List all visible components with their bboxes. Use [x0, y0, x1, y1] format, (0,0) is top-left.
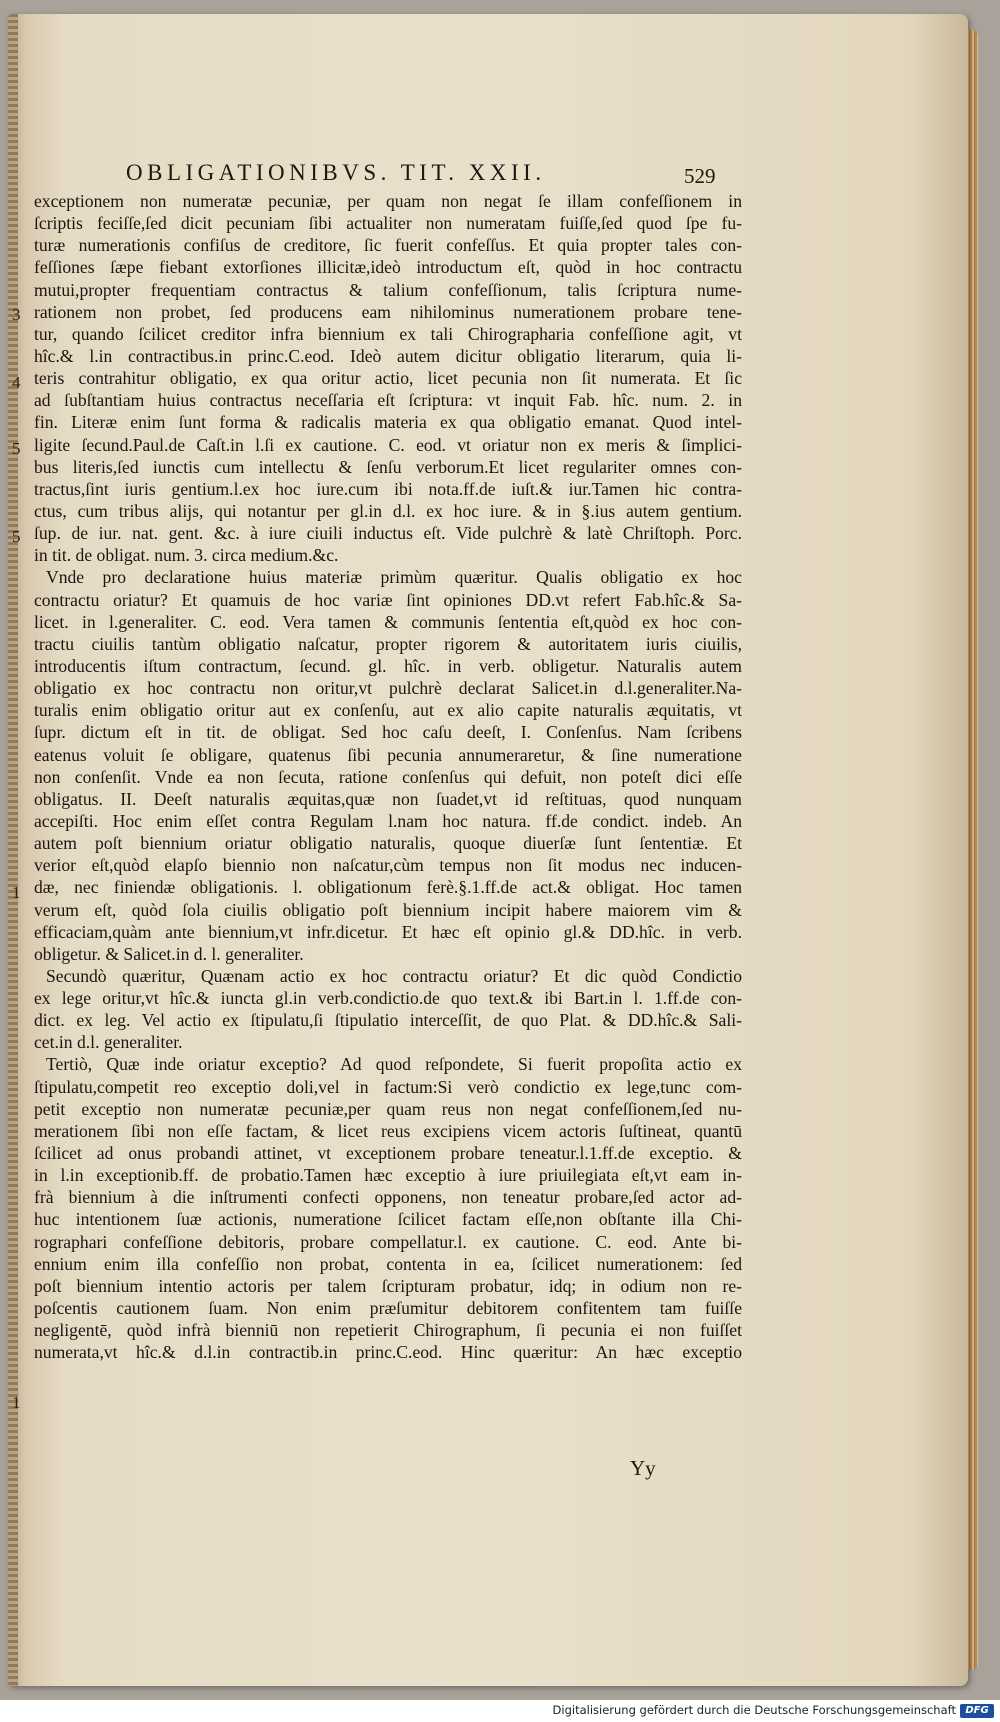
- text-line: rationem non probet, ſed producens eam nihilominus numerationem probare tene-: [34, 301, 742, 322]
- text-line: fin. Literæ enim ſunt forma & radicalis materia ex qua obligatio emanat. Quod intel-: [34, 412, 742, 433]
- text-line: exceptionem non numeratæ pecuniæ, per quam non negat ſe illam confeſſionem in: [34, 191, 742, 211]
- text-line: efficaciam,quàm ante biennium,vt infr.dicetur. Et hæc eſt opinio gl.& DD.hîc. in verb.: [34, 921, 742, 942]
- text-line: verior eſt,quòd elapſo biennio non naſcatur,cùm tempus non ſit modus nec inducen-: [34, 855, 742, 876]
- text-line: ennium enim illa confeſſio non probat, contenta in ea, ſcilicet numerationem: ſed: [34, 1253, 742, 1274]
- text-line: petit exceptio non numeratæ pecuniæ,per quam reus non negat confeſſionem,ſed nu-: [34, 1098, 742, 1119]
- margin-number: 3: [12, 305, 21, 324]
- text-line: tractus,ſint iuris gentium.l.ex hoc iure.cum ibi nota.ff.de iuſt.& iur.Tamen hic contra-: [34, 478, 742, 499]
- text-line: ſupr. dictum eſt in tit. de obligat. Sed hoc caſu deeſt, I. Conſenſus. Nam ſcribens: [34, 722, 742, 743]
- text-line: huc intentionem ſuæ actionis, numeratione ſcilicet factam eſſe,non obſtante illa Chi-: [34, 1209, 742, 1230]
- text-line: ſup. de iur. nat. gent. &c. à iure ciuili inductus eſt. Vide pulchrè & latè Chriſtoph. Porc.: [34, 523, 742, 544]
- text-line: introducentis iſtum contractum, ſecund. gl. hîc. in verb. obligetur. Naturalis autem: [34, 655, 742, 676]
- text-line: ſtipulatu,competit reo exceptio doli,vel in factum:Si verò condictio ex lege,tunc com-: [34, 1076, 742, 1097]
- text-line: rographari confeſſione debitoris, probare compellatur.l. ex cautione. C. eod. Ante bi-: [34, 1231, 742, 1252]
- text-line: eatenus voluit ſe obligare, quatenus ſibi pecunia annumeraretur, & ſine numeratione: [34, 744, 742, 765]
- text-line: poſcentis cautionem ſuam. Non enim præſumitur debitorem confitentem tam fuiſſe: [34, 1298, 742, 1319]
- text-line: teris contrahitur obligatio, ex qua oritur actio, licet pecunia non ſit numerata. Et ſic: [34, 368, 742, 389]
- signature-mark: Yy: [630, 1456, 656, 1480]
- running-head: OBLIGATIONIBVS. TIT. XXII.: [126, 160, 546, 185]
- text-line: tractu ciuilis tantùm obligatio naſcatur, propter rigorem & autoritatem iuris ciuilis,: [34, 633, 742, 654]
- book-page: [8, 14, 968, 1686]
- text-line: ctus, cum tribus alijs, qui notantur per gl.in d.l. ex hoc iure. & in §.ius autem gentium.: [34, 500, 742, 521]
- text-line: accepiſti. Hoc enim eſſet contra Regulam l.nam hoc natura. ff.de condict. indeb. An: [34, 810, 742, 831]
- text-line: contractu oriatur? Et quamuis de hoc variæ ſint opiniones DD.vt refert Fab.hîc.& Sa-: [34, 589, 742, 610]
- margin-number: 1: [12, 883, 21, 902]
- text-line: dæ, nec finiendæ obligationis. l. obligationum ferè.§.1.ff.de act.& obligat. Hoc tamen: [34, 877, 742, 898]
- body-text: [34, 190, 742, 1363]
- text-line: in tit. de obligat. num. 3. circa medium.&c.: [34, 545, 339, 566]
- text-line: feſſiones ſæpe fiebant extorſiones illicitæ,ideò introductum eſt, quòd in hoc contractu: [34, 257, 742, 278]
- dfg-logo: DFG: [960, 1704, 994, 1718]
- text-line: obligatus. II. Deeſt naturalis æquitas,quæ non ſuadet,vt id reſtituas, quod nunquam: [34, 788, 742, 809]
- text-line: numerata,vt hîc.& d.l.in contractib.in princ.C.eod. Hinc quæritur: An hæc exceptio: [34, 1342, 742, 1363]
- text-line: verum eſt, quòd ſola ciuilis obligatio poſt biennium incipit habere maiorem vim &: [34, 899, 742, 920]
- text-line: turæ numerationis confiſus de creditore, ſic fuerit confeſſus. Et quia propter tales con-: [34, 235, 742, 256]
- text-line: ſcriptis feciſſe,ſed dicit pecuniam ſibi actualiter non numeratam fuiſſe,ſed quod ſpe fu-: [34, 213, 742, 234]
- text-line: mutui,propter frequentiam contractus & talium confeſſionum, talis ſcriptura nume-: [34, 279, 742, 300]
- text-line: ad ſubſtantiam huius contractus neceſſaria eſt ſcriptura: vt inquit Fab. hîc. num. 2. in: [34, 390, 742, 411]
- text-line: negligentē, quòd infrà bienniū non repetierit Chirographum, ſi pecunia ei non fuiſſet: [34, 1320, 742, 1341]
- text-line: frà biennium à die inſtrumenti confecti opponens, non teneatur probare,ſed actor ad-: [34, 1187, 742, 1208]
- text-line: ex lege oritur,vt hîc.& iuncta gl.in verb.condictio.de quo text.& ibi Bart.in l. 1.ff.de con-: [34, 988, 742, 1009]
- text-line: merationem ſibi non eſſe factam, & licet reus excipiens vicem actoris ſuſtineat, quantū: [34, 1120, 742, 1141]
- text-line: obligatio ex hoc contractu non oritur,vt pulchrè declarat Salicet.in d.l.generaliter.Na-: [34, 678, 742, 699]
- text-line: cet.in d.l. generaliter.: [34, 1032, 183, 1053]
- text-line: obligetur. & Salicet.in d. l. generaliter.: [34, 943, 304, 964]
- text-line: ſcilicet ad onus probandi attinet, vt exceptionem probare teneatur.l.1.ff.de exceptio. &: [34, 1143, 742, 1164]
- text-line: hîc.& l.in contractibus.in princ.C.eod. Ideò autem dicitur obligatio literarum, quia li-: [34, 345, 742, 366]
- margin-number: 1: [12, 1393, 21, 1412]
- text-line: Secundò quæritur, Quænam actio ex hoc contractu oriatur? Et dic quòd Condictio: [46, 965, 742, 986]
- text-line: non conſenſit. Vnde ea non ſecuta, ratione conſenſus qui defuit, non poteſt dici eſſe: [34, 766, 742, 787]
- footer-bar: [0, 1700, 1000, 1722]
- text-line: turalis enim obligatio oritur aut ex conſenſu, aut ex alio capite naturalis æquitatis, vt: [34, 700, 742, 721]
- funding-credit: Digitalisierung gefördert durch die Deutsche Forschungsgemeinschaft: [552, 1703, 956, 1717]
- text-line: ligite ſecund.Paul.de Caſt.in l.ſi ex cautione. C. eod. vt oriatur non ex meris & ſimplici-: [34, 434, 742, 455]
- binding-edge: [8, 14, 18, 1686]
- text-line: Tertiò, Quæ inde oriatur exceptio? Ad quod reſpondete, Si fuerit propoſita actio ex: [46, 1054, 742, 1075]
- text-line: tur, quando ſcilicet creditor infra biennium ex tali Chirographaria confeſſione agit, vt: [34, 323, 742, 344]
- text-line: dict. ex leg. Vel actio ex ſtipulatu,ſi ſtipulatio interceſſit, de quo Plat. & DD.hîc.& Sali-: [34, 1010, 742, 1031]
- margin-number: 5: [12, 527, 21, 546]
- text-line: licet. in l.generaliter. C. eod. Vera tamen & communis ſententia eſt,quòd ex hoc con-: [34, 611, 742, 632]
- text-line: in l.in exceptionib.ff. de probatio.Tamen hæc exceptio à iure priuilegiata eſt,vt eam in-: [34, 1165, 742, 1186]
- text-line: Vnde pro declaratione huius materiæ primùm quæritur. Qualis obligatio ex hoc: [46, 567, 742, 588]
- page-number: 529: [684, 164, 716, 188]
- margin-number: 5: [12, 439, 21, 458]
- margin-number: 4: [12, 373, 21, 392]
- text-line: autem poſt biennium oriatur obligatio naturalis, quoque diuerſæ ſunt ſententiæ. Et: [34, 833, 742, 854]
- text-line: bus literis,ſed iunctis cum intellectu & ſenſu verborum.Et licet regulariter omnes con-: [34, 456, 742, 477]
- text-line: poſt biennium intentio actoris per talem ſcripturam probatur, idq; in odium non re-: [34, 1275, 742, 1296]
